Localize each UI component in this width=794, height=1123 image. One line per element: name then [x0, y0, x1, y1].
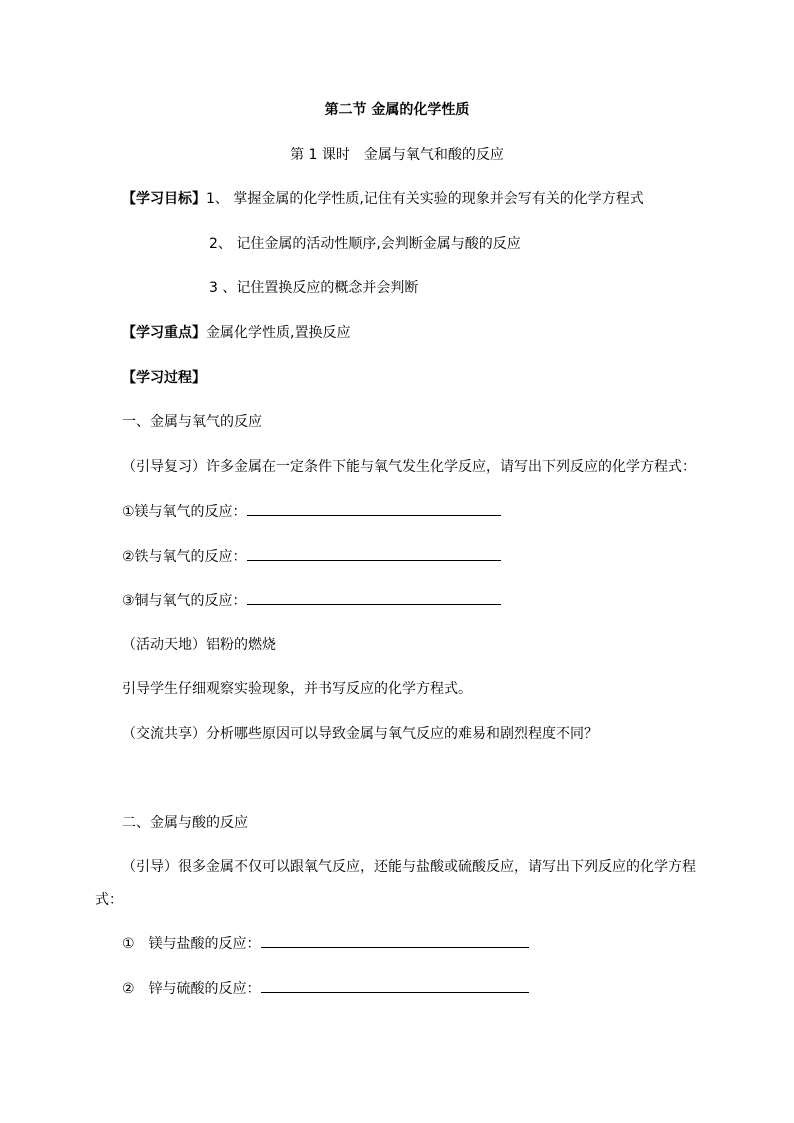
- section1-intro: （引导复习）许多金属在一定条件下能与氧气发生化学反应，请写出下列反应的化学方程式：: [122, 459, 696, 475]
- key-points-line: [122, 323, 350, 343]
- key-points-label: 【学习重点】: [122, 325, 206, 341]
- answer-blank[interactable]: [247, 546, 501, 561]
- answer-blank[interactable]: [247, 501, 501, 516]
- answer-blank[interactable]: [261, 933, 529, 948]
- section2-heading: 二、金属与酸的反应: [122, 815, 248, 831]
- question-text: ②铁与氧气的反应：: [122, 549, 247, 565]
- question-text: ①镁与氧气的反应：: [122, 504, 247, 520]
- lesson-subtitle: 第 1 课时 金属与氧气和酸的反应: [290, 147, 504, 163]
- section1-heading: 一、金属与氧气的反应: [122, 414, 262, 430]
- section2-intro-line-2: 式：: [95, 892, 123, 908]
- question-text: 锌与硫酸的反应：: [148, 981, 261, 997]
- objective-item-1: 1、 掌握金属的化学性质,记住有关实验的现象并会写有关的化学方程式: [206, 191, 644, 207]
- section2-intro-line-1: （引导）很多金属不仅可以跟氧气反应，还能与盐酸或硫酸反应，请写出下列反应的化学方程: [122, 859, 696, 875]
- section2-question-1: [122, 933, 529, 954]
- objectives-label: 【学习目标】: [122, 191, 206, 207]
- section1-question-1: [122, 501, 501, 522]
- page-title: 第二节 金属的化学性质: [324, 102, 470, 118]
- section1-activity: （活动天地）铝粉的燃烧: [122, 637, 276, 653]
- question-number: ①: [122, 936, 135, 952]
- question-text: ③铜与氧气的反应：: [122, 593, 247, 609]
- objective-item-3: 3 、记住置换反应的概念并会判断: [209, 280, 419, 296]
- objectives-line-1: [122, 189, 644, 209]
- answer-blank[interactable]: [261, 978, 529, 993]
- section1-guide: 引导学生仔细观察实验现象，并书写反应的化学方程式。: [122, 681, 472, 697]
- section1-question-2: [122, 546, 501, 567]
- answer-blank[interactable]: [247, 590, 501, 605]
- process-label: 【学习过程】: [122, 370, 206, 386]
- objective-item-2: 2、 记住金属的活动性顺序,会判断金属与酸的反应: [209, 236, 521, 252]
- section1-question-3: [122, 590, 501, 611]
- question-number: ②: [122, 981, 135, 997]
- question-text: 镁与盐酸的反应：: [148, 936, 261, 952]
- key-points-text: 金属化学性质,置换反应: [206, 325, 351, 341]
- section1-discussion: （交流共享）分析哪些原因可以导致金属与氧气反应的难易和剧烈程度不同？: [122, 726, 598, 742]
- section2-question-2: [122, 978, 529, 999]
